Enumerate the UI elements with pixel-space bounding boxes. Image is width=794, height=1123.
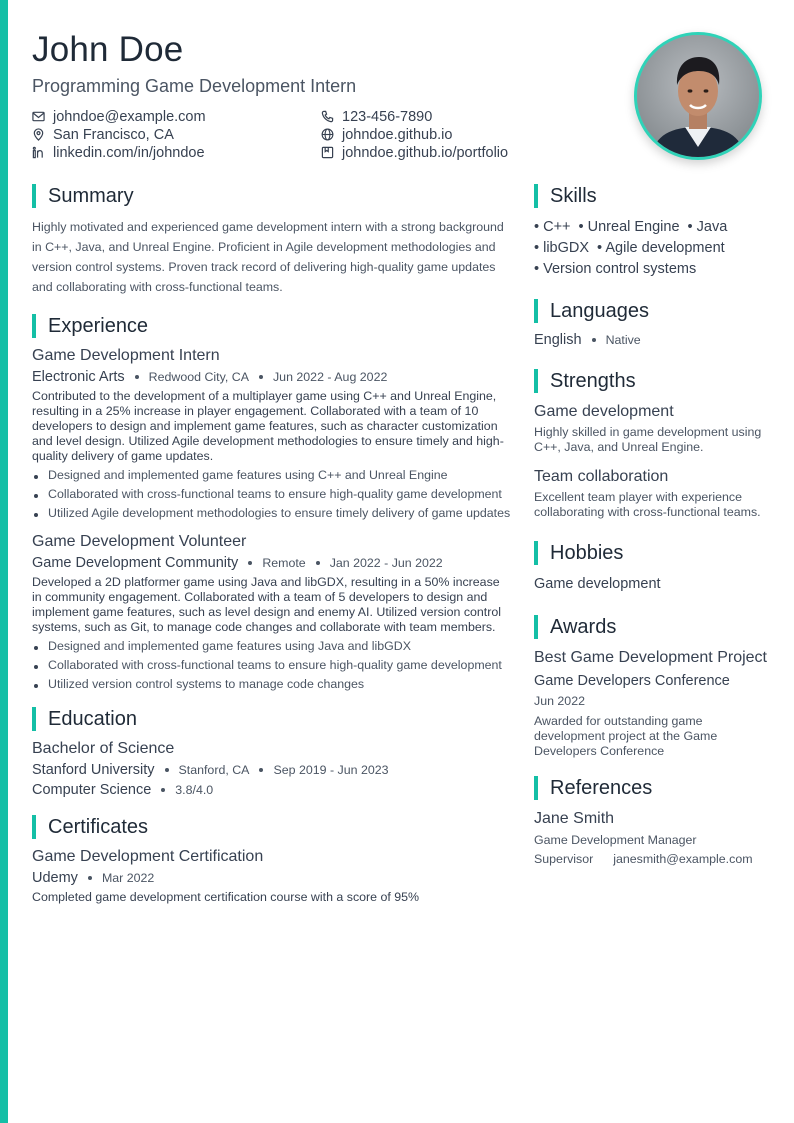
job-position: Game Development Volunteer (32, 533, 247, 550)
skill-item: • Agile development (597, 238, 725, 259)
mail-icon (32, 110, 45, 123)
contact-email[interactable] (32, 108, 321, 125)
degree: Bachelor of Science (32, 740, 175, 757)
job-description: Contributed to the development of a multiplayer game using C++ and Unreal Engine, resulting in a 25% increase in player engagement. Collaborated with a team of 10 developers to design and implement game features, such as character customization and level design. Utilized Agile development methodologies to ensure timely and high-quality delivery of game updates. (32, 389, 504, 463)
contact-info (32, 108, 592, 161)
education-heading: Education (32, 706, 512, 732)
certificate-meta (32, 870, 512, 886)
job-location: Remote (262, 556, 306, 570)
experience-item (32, 347, 512, 521)
list-item: Utilized version control systems to manage code changes (32, 677, 512, 692)
field-of-study: Computer Science (32, 782, 152, 798)
linkedin-text: linkedin.com/in/johndoe (53, 144, 205, 161)
skills-heading: Skills (534, 183, 772, 209)
contact-portfolio[interactable] (321, 144, 591, 161)
experience-heading: Experience (32, 313, 512, 339)
experience-section (32, 313, 512, 692)
separator-dot (592, 338, 596, 342)
skill-item: • C++ (534, 217, 571, 238)
strength-item (534, 402, 772, 455)
website-text: johndoe.github.io (342, 126, 453, 143)
job-description: Developed a 2D platformer game using Java and libGDX, resulting in a 50% increase in community engagement. Collaborated with a team of 5 developers to design and implement game features, such as level design and enemy AI. Utilized version control systems, such as Git, to manage code changes and collaborate with team members. (32, 575, 502, 634)
strength-description: Excellent team player with experience collaborating with cross-functional teams. (534, 490, 761, 519)
certificates-section (32, 814, 512, 905)
linkedin-icon (32, 146, 45, 159)
job-meta (32, 555, 512, 571)
reference-name: Jane Smith (534, 810, 615, 827)
email-text: johndoe@example.com (53, 108, 206, 125)
certificate-name: Game Development Certification (32, 848, 264, 865)
summary-heading: Summary (32, 183, 512, 209)
education-dates: Sep 2019 - Jun 2023 (273, 763, 389, 777)
strength-name: Team collaboration (534, 468, 669, 485)
separator-dot (165, 768, 169, 772)
job-dates: Jun 2022 - Aug 2022 (272, 370, 388, 384)
phone-icon (321, 110, 334, 123)
job-dates: Jan 2022 - Jun 2022 (329, 556, 443, 570)
languages-heading: Languages (534, 298, 772, 324)
separator-dot (248, 561, 252, 565)
contact-phone[interactable] (321, 108, 591, 125)
certificate-description: Completed game development certification course with a score of 95% (32, 890, 420, 904)
skills-section (534, 183, 772, 280)
award-name: Best Game Development Project (534, 649, 767, 666)
skill-item: • Java (688, 217, 728, 238)
skill-item: • Unreal Engine (579, 217, 680, 238)
phone-text: 123-456-7890 (342, 108, 433, 125)
strengths-section (534, 368, 772, 520)
award-organization: Game Developers Conference (534, 673, 730, 689)
references-section (534, 775, 772, 867)
award-description: Awarded for outstanding game development project at the Game Developers Conference (534, 714, 718, 758)
languages-section (534, 298, 772, 348)
portfolio-icon (321, 146, 334, 159)
separator-dot (161, 788, 165, 792)
separator-dot (316, 561, 320, 565)
separator-dot (259, 375, 263, 379)
list-item: Designed and implemented game features using Java and libGDX (32, 639, 512, 654)
reference-relation: Supervisor (534, 852, 594, 866)
education-section (32, 706, 512, 798)
language-name: English (534, 332, 582, 348)
reference-email[interactable]: janesmith@example.com (613, 852, 753, 866)
award-date: Jun 2022 (534, 694, 585, 708)
contact-linkedin[interactable] (32, 144, 321, 161)
job-company: Game Development Community (32, 555, 239, 571)
job-bullets (32, 468, 512, 521)
hobbies-section (534, 540, 772, 594)
certificate-date: Mar 2022 (101, 871, 155, 885)
summary-text: Highly motivated and experienced game development intern with a strong background in C++, Java, and Unreal Engine. Proficient in Agile development methodologies and version control systems. Proven track record of delivering high-quality game updates and collaborating with cross-functional teams. (32, 220, 504, 294)
hobbies-heading: Hobbies (534, 540, 772, 566)
candidate-role: Programming Game Development Intern (32, 76, 357, 96)
references-heading: References (534, 775, 772, 801)
left-column (32, 183, 512, 905)
language-item (534, 332, 772, 348)
school-name: Stanford University (32, 762, 155, 778)
job-meta (32, 369, 512, 385)
candidate-name: John Doe (32, 30, 184, 69)
list-item: Designed and implemented game features using C++ and Unreal Engine (32, 468, 512, 483)
list-item: Collaborated with cross-functional teams to ensure high-quality game development (32, 487, 512, 502)
list-item: Collaborated with cross-functional teams to ensure high-quality game development (32, 658, 512, 673)
skill-item: • Version control systems (534, 259, 696, 280)
skills-list (534, 217, 772, 280)
profile-photo (634, 32, 762, 160)
strength-name: Game development (534, 403, 674, 420)
hobby-item: Game development (534, 576, 661, 592)
strengths-heading: Strengths (534, 368, 772, 394)
location-icon (32, 128, 45, 141)
summary-section (32, 183, 512, 297)
strength-description: Highly skilled in game development using C++, Java, and Unreal Engine. (534, 425, 762, 454)
globe-icon (321, 128, 334, 141)
school-location: Stanford, CA (178, 763, 250, 777)
separator-dot (88, 876, 92, 880)
education-field-meta (32, 782, 512, 798)
experience-item (32, 533, 512, 692)
strength-item (534, 467, 772, 520)
contact-website[interactable] (321, 126, 591, 143)
separator-dot (135, 375, 139, 379)
gpa: 3.8/4.0 (175, 783, 214, 797)
job-company: Electronic Arts (32, 369, 125, 385)
job-position: Game Development Intern (32, 347, 220, 364)
accent-bar (0, 0, 8, 1123)
skill-item: • libGDX (534, 238, 589, 259)
right-column (534, 183, 772, 867)
certificates-heading: Certificates (32, 814, 512, 840)
avatar-portrait (637, 35, 759, 157)
location-text: San Francisco, CA (53, 126, 174, 143)
job-bullets (32, 639, 512, 692)
awards-section (534, 614, 772, 759)
contact-location (32, 126, 321, 143)
resume-page (32, 0, 772, 1123)
reference-position: Game Development Manager (534, 833, 697, 847)
job-location: Redwood City, CA (148, 370, 249, 384)
reference-contact (534, 852, 772, 867)
separator-dot (259, 768, 263, 772)
language-level: Native (605, 333, 641, 347)
education-meta (32, 762, 512, 778)
awards-heading: Awards (534, 614, 772, 640)
certificate-issuer: Udemy (32, 870, 78, 886)
list-item: Utilized Agile development methodologies to ensure timely delivery of game updates (32, 506, 512, 521)
portfolio-text: johndoe.github.io/portfolio (342, 144, 509, 161)
